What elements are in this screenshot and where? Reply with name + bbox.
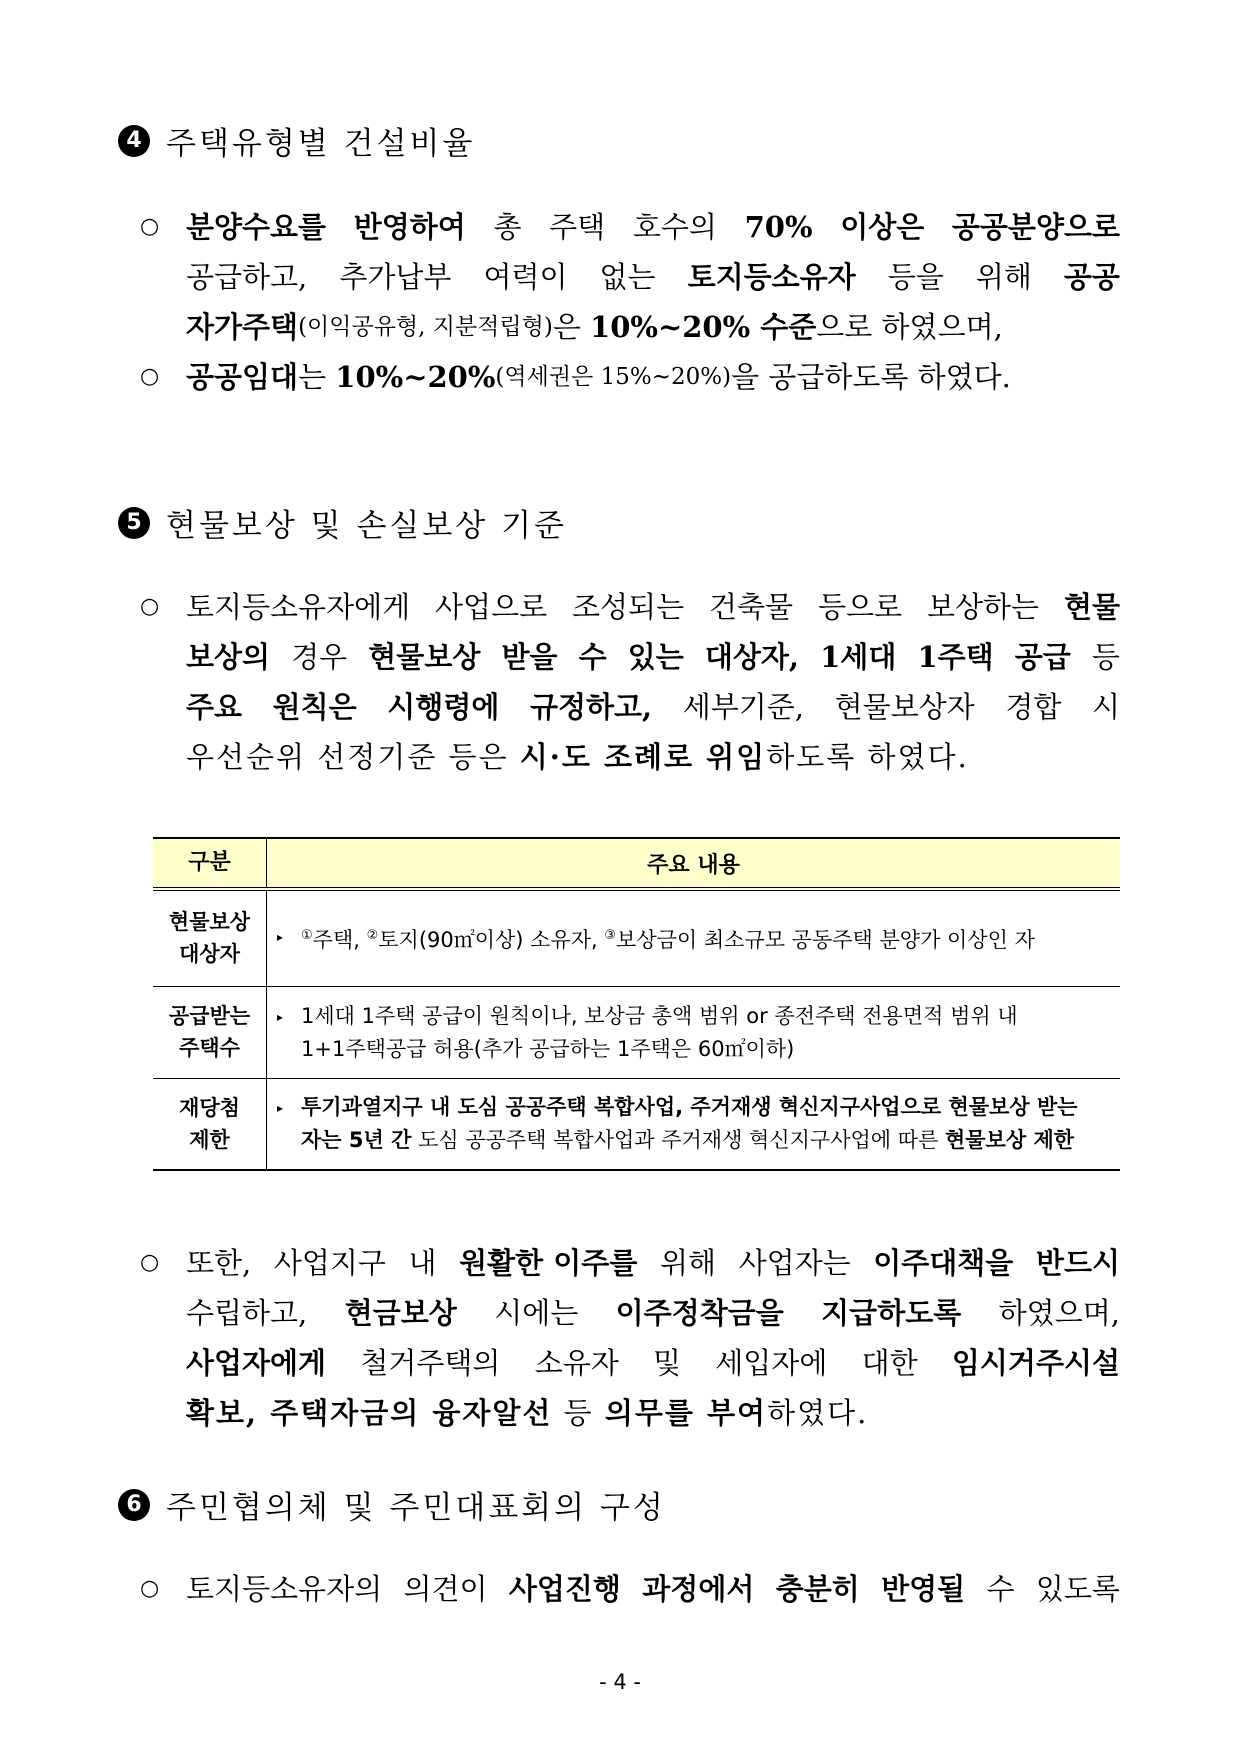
compensation-summary-table [153, 837, 1120, 1171]
bullet: ○ [140, 1576, 160, 1601]
paragraph-relocation [140, 1238, 1120, 1438]
triangle-bullet-icon: ▸ [277, 930, 284, 945]
paragraph-line: 공급하고, 추가납부 여력이 없는 토지등소유자 등을 위해 공공 [186, 260, 1120, 294]
paragraph-line: 수립하고, 현금보상 시에는 이주정착금을 지급하도록 하였으며, [186, 1296, 1120, 1330]
section-title: 주택유형별 건설비율 [166, 126, 476, 162]
paragraph-line: ○ 분양수요를 반영하여 총 주택 호수의 70% 이상은 공공분양으로 [140, 202, 1120, 252]
bullet: ○ [140, 364, 160, 389]
paragraph-line: 주요 원칙은 시행령에 규정하고, 세부기준, 현물보상자 경합 시 [186, 690, 1120, 724]
paragraph-line: ○ 토지등소유자의 의견이 사업진행 과정에서 충분히 반영될 수 있도록 [140, 1564, 1120, 1614]
paragraph-line: 보상의 경우 현물보상 받을 수 있는 대상자, 1세대 1주택 공급 등 [186, 640, 1120, 674]
table-row [153, 986, 1120, 1078]
section-number-badge: 6 [118, 1489, 150, 1521]
section-number-badge: 4 [118, 125, 150, 157]
row-content: ▸ 1세대 1주택 공급이 원칙이나, 보상금 총액 범위 or 종전주택 전용면적 범위 내 1+1주택공급 허용(추가 공급하는 1주택은 60㎡이하) [267, 986, 1121, 1078]
triangle-bullet-icon: ▸ [277, 1101, 284, 1116]
row-content: ▸ 투기과열지구 내 도심 공공주택 복합사업, 주거재생 혁신지구사업으로 현물보상 받는 자는 5년 간 도심 공공주택 복합사업과 주거재생 혁신지구사업에 따른 현물보상 제한 [267, 1078, 1121, 1170]
paragraph-line: ○ 공공임대 는 10%~20% (역세권은 15%~20%) 을 공급하도록 하였다. [140, 352, 1120, 402]
row-label: 현물보상 대상자 [153, 889, 267, 986]
row-label: 공급받는 주택수 [153, 986, 267, 1078]
paragraph-construction-ratio [140, 202, 1120, 352]
table-header-cell: 구분 [153, 838, 267, 889]
table-header-cell: 주요 내용 [267, 838, 1121, 889]
bullet: ○ [140, 594, 160, 619]
table-row [153, 889, 1120, 986]
table-header-row [153, 838, 1120, 889]
page-number: - 4 - [599, 1670, 641, 1694]
paragraph-line: ○ 토지등소유자에게 사업으로 조성되는 건축물 등으로 보상하는 현물 [140, 582, 1120, 632]
section-heading-6 [118, 1482, 666, 1527]
paragraph-line: ○ 또한, 사업지구 내 원활한 이주를 위해 사업자는 이주대책을 반드시 [140, 1238, 1120, 1288]
section-title: 주민협의체 및 주민대표회의 구성 [166, 1490, 666, 1526]
paragraph-line: 사업자에게 철거주택의 소유자 및 세입자에 대한 임시거주시설 [186, 1346, 1120, 1380]
bullet: ○ [140, 1250, 160, 1275]
paragraph-line: 자가주택 (이익공유형, 지분적립형) 은 10%~20% 수준 으로 하였으며, [186, 310, 1003, 344]
section-number-badge: 5 [118, 507, 150, 539]
table-row [153, 1078, 1120, 1170]
row-content: ▸ ①주택, ②토지(90㎡이상) 소유자, ③보상금이 최소규모 공동주택 분양가 이상인 자 [267, 889, 1121, 986]
bullet: ○ [140, 214, 160, 239]
row-label: 재당첨 제한 [153, 1078, 267, 1170]
paragraph-line: 우선순위 선정기준 등은 시·도 조례로 위임 하도록 하였다. [186, 740, 969, 774]
section-heading-4 [118, 118, 475, 163]
paragraph-compensation [140, 582, 1120, 782]
paragraph-public-rental [140, 352, 1120, 402]
paragraph-line: 확보, 주택자금의 융자알선 등 의무를 부여 하였다. [186, 1396, 869, 1430]
section-heading-5 [118, 500, 567, 545]
paragraph-resident-council [140, 1564, 1120, 1614]
section-title: 현물보상 및 손실보상 기준 [166, 508, 567, 544]
triangle-bullet-icon: ▸ [277, 1009, 284, 1024]
